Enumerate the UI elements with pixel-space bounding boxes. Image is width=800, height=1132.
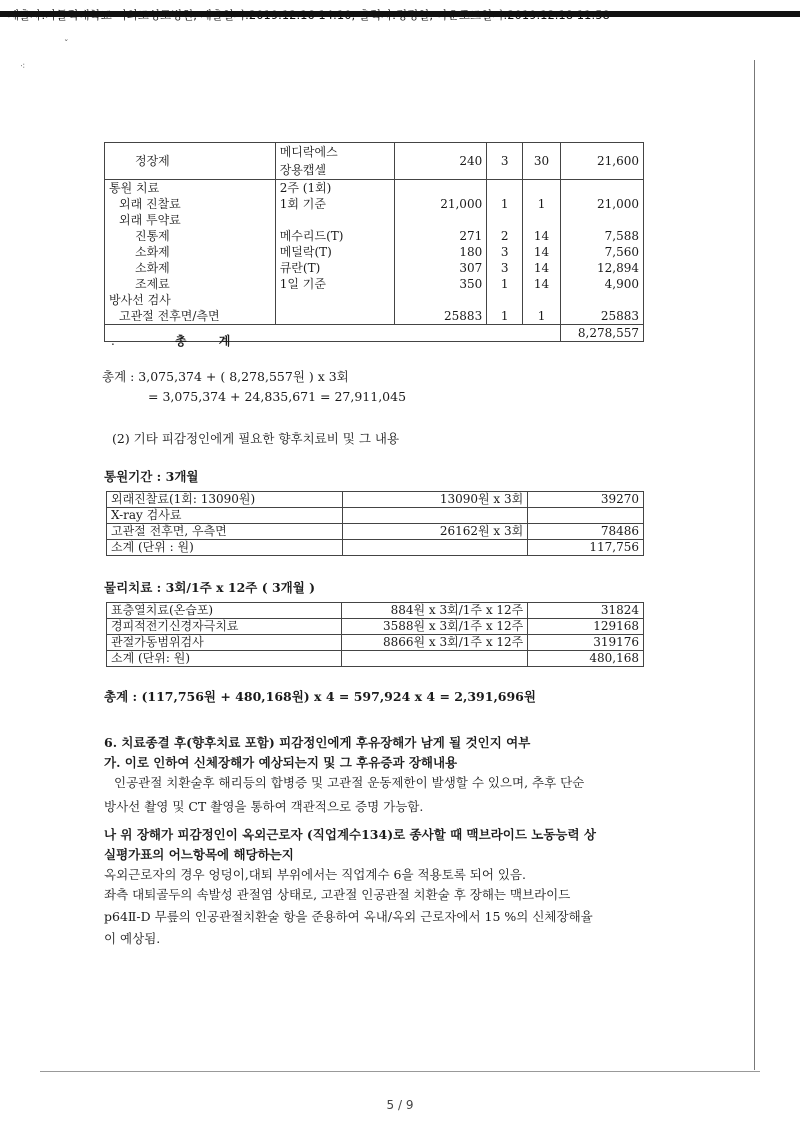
physio-grand-total: 총계 : (117,756원 + 480,168원) x 4 = 597,924 x 4 = 2,391,696원 bbox=[104, 689, 536, 704]
table-row bbox=[105, 143, 644, 180]
total-dot: . bbox=[111, 334, 115, 348]
days-cell: 14 bbox=[523, 244, 561, 260]
total-cell bbox=[561, 180, 644, 197]
qty-cell: 3 bbox=[487, 244, 523, 260]
table-row bbox=[105, 244, 644, 260]
qty-cell: 1 bbox=[487, 276, 523, 292]
total-label: 총 계 bbox=[175, 334, 245, 348]
table-row bbox=[107, 603, 644, 619]
calc-cell: 26162원 x 3회 bbox=[342, 524, 528, 540]
header-rule bbox=[0, 11, 800, 17]
calc-cell bbox=[342, 540, 528, 556]
calc-cell bbox=[342, 508, 528, 524]
qty-cell: 3 bbox=[487, 260, 523, 276]
label-cell: 관절가동범위검사 bbox=[107, 635, 342, 651]
section-6a-text: 인공관절 치환술후 해리등의 합병증 및 고관절 운동제한이 발생할 수 있으며, 추후 단순 bbox=[114, 775, 585, 790]
days-cell: 1 bbox=[523, 196, 561, 212]
qty-cell bbox=[487, 212, 523, 228]
qty-cell bbox=[487, 180, 523, 197]
total-cell: 12,894 bbox=[561, 260, 644, 276]
label-cell: 표층열치료(온습포) bbox=[107, 603, 342, 619]
label-cell: 고관절 전후면, 우측면 bbox=[107, 524, 343, 540]
item-cell: 조제료 bbox=[105, 276, 276, 292]
total-label-cell bbox=[105, 325, 561, 348]
total-cell bbox=[561, 212, 644, 228]
calc-cell bbox=[342, 651, 528, 667]
section-6b-title: 나 위 장해가 피감정인이 옥외근로자 (직업계수134)로 종사할 때 맥브라이드 노동능력 상 bbox=[104, 827, 596, 842]
table-row bbox=[105, 308, 644, 325]
price-cell bbox=[395, 180, 487, 197]
table-row bbox=[105, 196, 644, 212]
label-cell: 소계 (단위: 원) bbox=[107, 651, 342, 667]
price-cell: 25883 bbox=[395, 308, 487, 325]
value-cell: 129168 bbox=[528, 619, 644, 635]
drug-cell: 큐란(T) bbox=[275, 260, 395, 276]
value-cell: 39270 bbox=[528, 492, 644, 508]
total-cell: 4,900 bbox=[561, 276, 644, 292]
physio-heading: 물리치료 : 3회/1주 x 12주 ( 3개월 ) bbox=[104, 580, 316, 595]
total-cell: 7,560 bbox=[561, 244, 644, 260]
total-cell bbox=[561, 292, 644, 308]
section-6b-text: 옥외근로자의 경우 엉덩이,대퇴 부위에서는 직업계수 6을 적용토록 되어 있음. bbox=[104, 867, 527, 882]
table-row bbox=[105, 276, 644, 292]
price-cell: 307 bbox=[395, 260, 487, 276]
drug-cell bbox=[275, 308, 395, 325]
drug-cell bbox=[275, 292, 395, 308]
grand-total-line: 총계 : 3,075,374 + ( 8,278,557원 ) x 3회 bbox=[102, 369, 349, 384]
table-row bbox=[107, 508, 644, 524]
value-cell: 480,168 bbox=[528, 651, 644, 667]
total-row bbox=[105, 325, 644, 342]
drug-cell bbox=[275, 143, 395, 180]
scan-speck: ˇ bbox=[64, 40, 69, 50]
total-cell: 25883 bbox=[561, 308, 644, 325]
drug-cell: 메수리드(T) bbox=[275, 228, 395, 244]
days-cell bbox=[523, 292, 561, 308]
qty-cell: 1 bbox=[487, 196, 523, 212]
table-row bbox=[105, 228, 644, 244]
days-cell: 14 bbox=[523, 276, 561, 292]
value-cell: 78486 bbox=[528, 524, 644, 540]
table-row bbox=[107, 619, 644, 635]
qty-cell: 3 bbox=[487, 143, 523, 180]
section-2-title: (2) 기타 피감정인에게 필요한 향후치료비 및 그 내용 bbox=[112, 431, 400, 446]
table-row bbox=[107, 492, 644, 508]
item-cell: 소화제 bbox=[105, 244, 276, 260]
section-6b-text: 좌측 대퇴골두의 속발성 관절염 상태로, 고관절 인공관절 치환술 후 장해는 맥브라이드 bbox=[104, 887, 571, 902]
table-row bbox=[107, 540, 644, 556]
table-row bbox=[107, 524, 644, 540]
days-cell: 1 bbox=[523, 308, 561, 325]
item-cell: 외래 진찰료 bbox=[105, 196, 276, 212]
scan-speck: ⁖ bbox=[20, 62, 26, 72]
physio-table bbox=[106, 602, 644, 667]
section-6b-text: 이 예상됨. bbox=[104, 931, 161, 946]
value-cell: 319176 bbox=[528, 635, 644, 651]
item-cell: 정장제 bbox=[105, 143, 276, 180]
price-cell: 240 bbox=[395, 143, 487, 180]
drug-cell: 2주 (1회) bbox=[275, 180, 395, 197]
label-cell: 경피적전기신경자극치료 bbox=[107, 619, 342, 635]
price-cell: 180 bbox=[395, 244, 487, 260]
table-row bbox=[105, 292, 644, 308]
drug-line: 메디락에스 bbox=[279, 145, 338, 159]
calc-cell: 8866원 x 3회/1주 x 12주 bbox=[342, 635, 528, 651]
days-cell: 14 bbox=[523, 228, 561, 244]
price-cell: 350 bbox=[395, 276, 487, 292]
item-cell: 진통제 bbox=[105, 228, 276, 244]
item-cell: 통원 치료 bbox=[105, 180, 276, 197]
total-value: 8,278,557 bbox=[561, 325, 644, 342]
page-number: 5 / 9 bbox=[386, 1098, 414, 1112]
calc-cell: 3588원 x 3회/1주 x 12주 bbox=[342, 619, 528, 635]
outpatient-heading: 통원기간 : 3개월 bbox=[104, 469, 199, 484]
calc-cell: 884원 x 3회/1주 x 12주 bbox=[342, 603, 528, 619]
label-cell: 외래진찰료(1회: 13090원) bbox=[107, 492, 343, 508]
table-row bbox=[105, 212, 644, 228]
outpatient-table bbox=[106, 491, 644, 556]
calc-cell: 13090원 x 3회 bbox=[342, 492, 528, 508]
price-cell bbox=[395, 212, 487, 228]
section-6a-title: 가. 이로 인하여 신체장해가 예상되는지 및 그 후유증과 장해내용 bbox=[104, 755, 458, 770]
scan-bottom-line bbox=[40, 1071, 760, 1072]
table-row bbox=[107, 635, 644, 651]
price-cell bbox=[395, 292, 487, 308]
table-row bbox=[105, 260, 644, 276]
value-cell bbox=[528, 508, 644, 524]
item-cell: 고관절 전후면/측면 bbox=[105, 308, 276, 325]
section-6a-text: 방사선 촬영 및 CT 촬영을 통하여 객관적으로 증명 가능함. bbox=[104, 799, 424, 814]
value-cell: 117,756 bbox=[528, 540, 644, 556]
grand-total-result: = 3,075,374 + 24,835,671 = 27,911,045 bbox=[148, 389, 407, 404]
drug-cell bbox=[275, 212, 395, 228]
days-cell: 30 bbox=[523, 143, 561, 180]
item-cell: 방사선 검사 bbox=[105, 292, 276, 308]
item-cell: 외래 투약료 bbox=[105, 212, 276, 228]
item-cell: 소화제 bbox=[105, 260, 276, 276]
drug-cell: 1일 기준 bbox=[275, 276, 395, 292]
days-cell: 14 bbox=[523, 260, 561, 276]
total-cell: 21,000 bbox=[561, 196, 644, 212]
total-cell: 21,600 bbox=[561, 143, 644, 180]
drug-cell: 1회 기준 bbox=[275, 196, 395, 212]
section-6-title: 6. 치료종결 후(향후치료 포함) 피감정인에게 후유장해가 남게 될 것인지 여부 bbox=[104, 735, 531, 750]
table-row bbox=[107, 651, 644, 667]
label-cell: 소계 (단위 : 원) bbox=[107, 540, 343, 556]
label-cell: X-ray 검사료 bbox=[107, 508, 343, 524]
scan-margin-line bbox=[754, 60, 755, 1070]
cost-table bbox=[104, 142, 644, 348]
price-cell: 271 bbox=[395, 228, 487, 244]
days-cell bbox=[523, 180, 561, 197]
section-6b-text: p64Ⅱ-D 무릎의 인공관절치환술 항을 준용하여 옥내/옥외 근로자에서 15 %의 신체장해율 bbox=[104, 909, 593, 924]
qty-cell: 1 bbox=[487, 308, 523, 325]
section-6b-title: 실평가표의 어느항목에 해당하는지 bbox=[104, 847, 294, 862]
total-cell: 7,588 bbox=[561, 228, 644, 244]
table-row bbox=[105, 180, 644, 197]
price-cell: 21,000 bbox=[395, 196, 487, 212]
drug-line: 장용캡셀 bbox=[279, 163, 327, 177]
value-cell: 31824 bbox=[528, 603, 644, 619]
days-cell bbox=[523, 212, 561, 228]
qty-cell bbox=[487, 292, 523, 308]
drug-cell: 메덜락(T) bbox=[275, 244, 395, 260]
qty-cell: 2 bbox=[487, 228, 523, 244]
